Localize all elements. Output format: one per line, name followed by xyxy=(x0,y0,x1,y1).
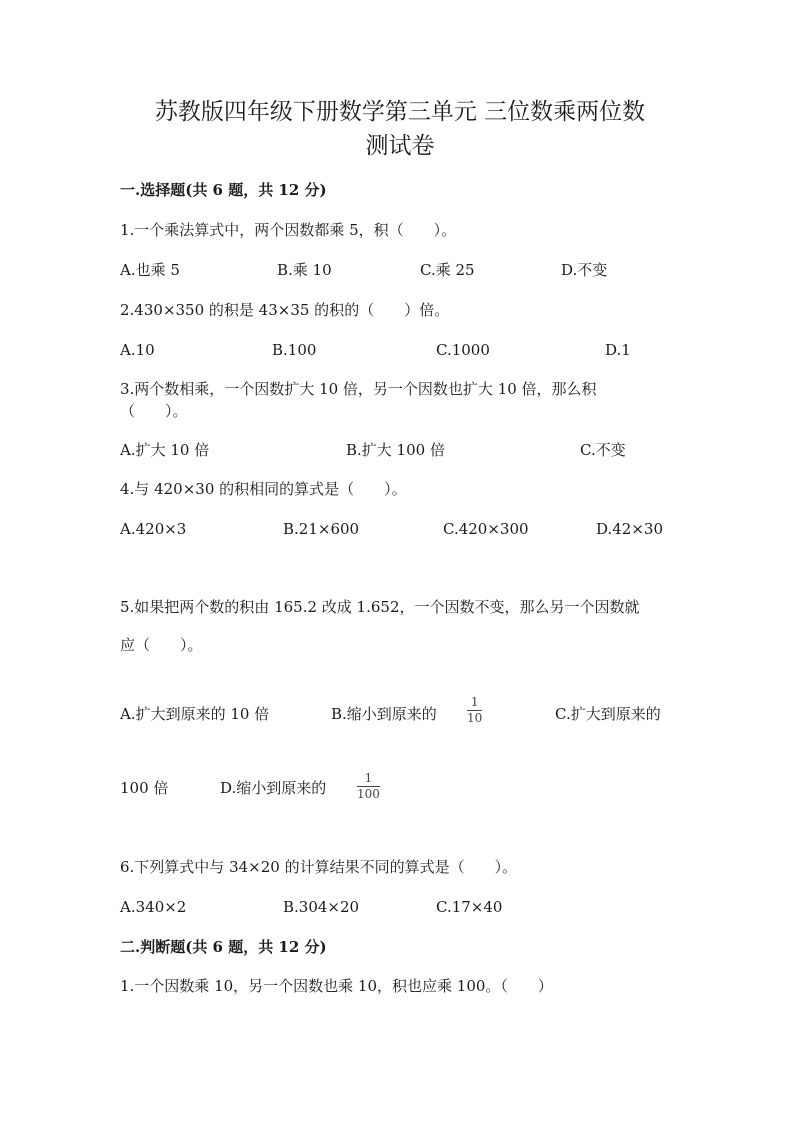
q3-option-b: B.扩大 100 倍 xyxy=(346,441,445,459)
q5-option-b-fraction xyxy=(467,696,482,725)
q2-text: 2.430×350 的积是 43×35 的积的（ ）倍。 xyxy=(120,301,450,319)
q4-text: 4.与 420×30 的积相同的算式是（ ）。 xyxy=(120,480,407,498)
q4-option-a: A.420×3 xyxy=(120,520,187,538)
q5-text-line-2: 应（ ）。 xyxy=(120,636,203,654)
q1-option-c: C.乘 25 xyxy=(420,261,475,279)
q4-option-c: C.420×300 xyxy=(443,520,529,538)
q4-option-d: D.42×30 xyxy=(596,520,664,538)
title-line-2: 测试卷 xyxy=(365,133,435,159)
fraction-denominator: 10 xyxy=(467,711,483,725)
q2-option-a: A.10 xyxy=(120,341,155,359)
q1-option-b: B.乘 10 xyxy=(277,261,332,279)
q3-text-line-2: （ ）。 xyxy=(120,402,188,420)
title-line-1: 苏教版四年级下册数学第三单元 三位数乘两位数 xyxy=(154,99,646,125)
q2-option-d: D.1 xyxy=(605,341,631,359)
q2-option-b: B.100 xyxy=(272,341,317,359)
q5-option-d-fraction xyxy=(357,772,380,801)
q6-option-a: A.340×2 xyxy=(120,898,187,916)
q1-text: 1.一个乘法算式中，两个因数都乘 5，积（ ）。 xyxy=(120,221,457,239)
q6-option-c: C.17×40 xyxy=(436,898,503,916)
q1-option-d: D.不变 xyxy=(561,261,608,279)
fraction-denominator: 100 xyxy=(357,787,380,801)
q3-text-line-1: 3.两个数相乘，一个因数扩大 10 倍，另一个因数也扩大 10 倍，那么积 xyxy=(120,380,597,398)
q5-option-c-line-2: 100 倍 xyxy=(120,779,169,797)
q5-option-d: D.缩小到原来的 xyxy=(220,779,327,797)
q2-option-c: C.1000 xyxy=(436,341,490,359)
section-1-heading: 一.选择题(共 6 题，共 12 分) xyxy=(120,181,327,199)
q5-option-b: B.缩小到原来的 xyxy=(331,705,437,723)
section-2-heading: 二.判断题(共 6 题，共 12 分) xyxy=(120,938,327,956)
q4-option-b: B.21×600 xyxy=(283,520,360,538)
q5-option-c-line-1: C.扩大到原来的 xyxy=(555,705,661,723)
q5-option-a: A.扩大到原来的 10 倍 xyxy=(120,705,270,723)
fraction-numerator: 1 xyxy=(364,771,373,785)
judge-q1-text: 1.一个因数乘 10，另一个因数也乘 10，积也应乘 100。（ ） xyxy=(120,977,553,995)
q1-option-a: A.也乘 5 xyxy=(120,261,180,279)
q5-text-line-1: 5.如果把两个数的积由 165.2 改成 1.652，一个因数不变，那么另一个因数就 xyxy=(120,598,640,616)
fraction-numerator: 1 xyxy=(470,695,479,709)
q3-option-c: C.不变 xyxy=(580,441,626,459)
q6-text: 6.下列算式中与 34×20 的计算结果不同的算式是（ ）。 xyxy=(120,858,518,876)
q3-option-a: A.扩大 10 倍 xyxy=(120,441,210,459)
q6-option-b: B.304×20 xyxy=(283,898,360,916)
